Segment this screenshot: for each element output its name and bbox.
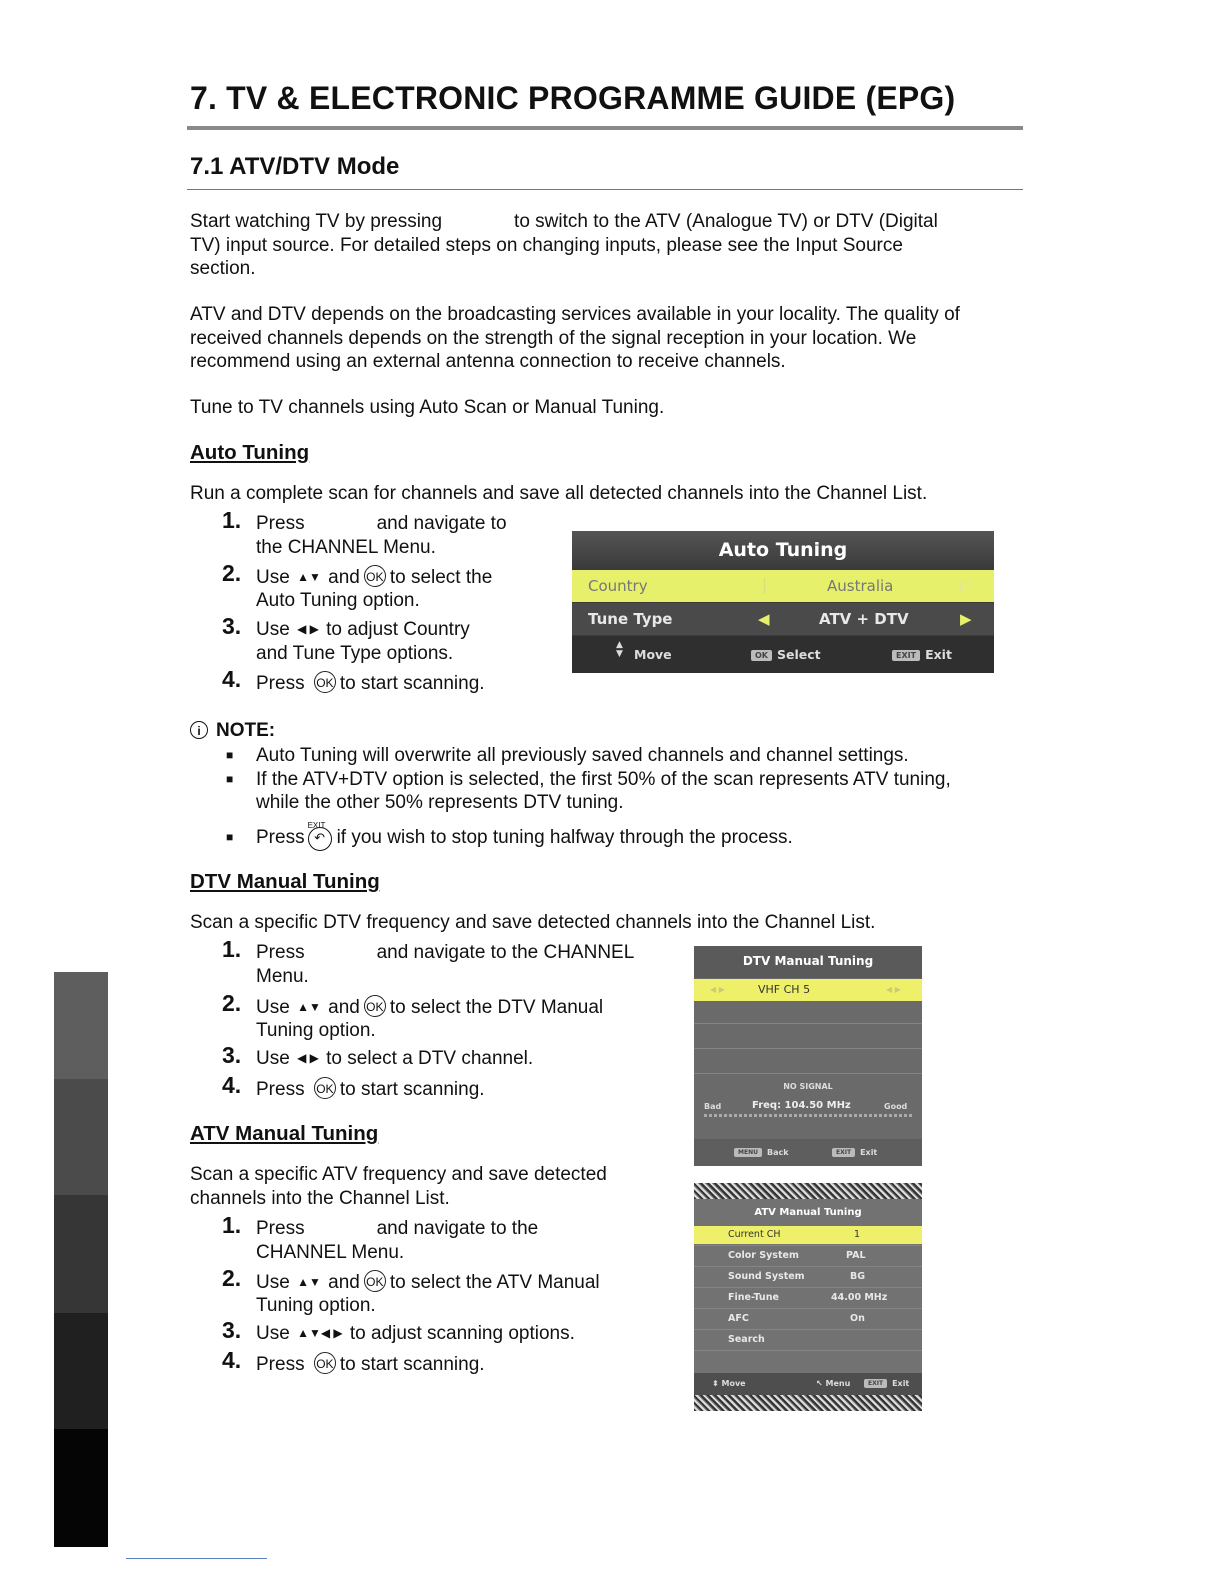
step-text: and navigate to the [376, 1218, 539, 1239]
left-right-arrows-icon: ◀ ▶ [297, 622, 319, 636]
row-label: AFC [728, 1313, 749, 1324]
auto-tuning-screenshot [572, 531, 994, 673]
footer-line [126, 1558, 267, 1559]
atv-row [694, 1329, 922, 1350]
intro-p2-line-1: ATV and DTV depends on the broadcasting services available in your locality. The quality of [190, 304, 960, 325]
up-down-arrows-icon: ▲ ▼ [616, 640, 623, 659]
right-arrow-icon: ▶ [960, 610, 972, 628]
atv-manual-heading: ATV Manual Tuning [190, 1122, 379, 1145]
step-text: and [328, 567, 360, 588]
side-tab-1 [54, 972, 108, 1079]
country-label: Country [588, 577, 648, 595]
step-text: Use [256, 567, 290, 588]
ok-button-icon: OK [314, 671, 336, 693]
ok-button-icon: OK [314, 1352, 336, 1374]
intro-line-1 [190, 210, 938, 234]
row-label: Current CH [728, 1229, 781, 1240]
ok-button-icon: OK [314, 1077, 336, 1099]
row-label: Search [728, 1334, 765, 1345]
atv-manual-screenshot [694, 1183, 922, 1411]
screen-title: Auto Tuning [572, 531, 994, 569]
section-title: 7.1 ATV/DTV Mode [190, 153, 400, 180]
step-text: the CHANNEL Menu. [256, 536, 436, 558]
signal-bad-label: Bad [704, 1102, 722, 1111]
menu-hint: Menu [825, 1379, 851, 1388]
step-number: 4. [222, 1347, 242, 1373]
bullet-text: if you wish to stop tuning halfway through the process. [336, 827, 793, 848]
up-down-arrows-icon: ▲▼ [297, 1275, 321, 1289]
step-text: Press [256, 673, 305, 694]
intro-p2-line-2: received channels depends on the strength of the signal reception in your location. We [190, 327, 917, 349]
right-arrow-icon: ▷ [960, 576, 972, 594]
row-value: On [850, 1313, 865, 1324]
auto-tuning-heading: Auto Tuning [190, 441, 310, 464]
channel-row [694, 979, 922, 1001]
atv-row-empty [694, 1350, 922, 1371]
step-text: Use [256, 1272, 290, 1293]
bullet-icon: ■ [226, 830, 234, 844]
step-text: to select the ATV Manual [389, 1272, 600, 1293]
step-text: and Tune Type options. [256, 642, 454, 664]
step-text: Use [256, 1048, 290, 1069]
exit-key-icon: EXIT [832, 1148, 855, 1157]
step-text: to start scanning. [339, 1079, 485, 1100]
bullet-text: while the other 50% represents DTV tuning. [256, 792, 624, 813]
static-noise-top [694, 1183, 922, 1199]
left-arrow-icon: | [762, 576, 768, 594]
note-label: NOTE: [216, 720, 276, 741]
left-arrows-icon: ◀ ▶ [710, 985, 725, 994]
dtv-manual-desc: Scan a specific DTV frequency and save detected channels into the Channel List. [190, 912, 876, 933]
row-value: PAL [846, 1250, 866, 1261]
tune-type-value: ATV + DTV [819, 610, 909, 628]
step-number: 1. [222, 1212, 242, 1238]
screen-footer [572, 636, 994, 673]
exit-key-icon: EXIT [864, 1379, 887, 1388]
step-text: CHANNEL Menu. [256, 1241, 405, 1263]
step-text: Press [256, 1218, 305, 1239]
page-title: 7. TV & ELECTRONIC PROGRAMME GUIDE (EPG) [190, 80, 956, 116]
up-down-arrows-icon: ▲▼ [297, 1000, 321, 1014]
atv-row [694, 1266, 922, 1287]
intro-text: to switch to the ATV (Analogue TV) or DTV (Digital [514, 211, 938, 232]
auto-tuning-desc: Run a complete scan for channels and save all detected channels into the Channel List. [190, 483, 928, 504]
step-text: Auto Tuning option. [256, 589, 420, 611]
row-value: 1 [854, 1229, 861, 1240]
bullet-icon: ■ [226, 748, 234, 762]
atv-row [694, 1287, 922, 1308]
title-rule [187, 126, 1023, 130]
select-hint: Select [777, 647, 821, 662]
row-label: Fine-Tune [728, 1292, 779, 1303]
row-value: 44.00 MHz [831, 1292, 888, 1303]
no-signal-text: NO SIGNAL [783, 1082, 833, 1091]
step-number: 1. [222, 507, 242, 533]
exit-hint: Exit [892, 1379, 910, 1388]
screen-title: DTV Manual Tuning [694, 946, 922, 978]
step-text: to select the [389, 567, 493, 588]
signal-good-label: Good [884, 1102, 908, 1111]
info-icon: i [190, 721, 208, 739]
bullet-text: Auto Tuning will overwrite all previously saved channels and channel settings. [256, 745, 909, 766]
exit-hint: Exit [860, 1148, 878, 1157]
step-text: and navigate to [376, 513, 507, 534]
step-text: and navigate to the CHANNEL [376, 942, 635, 963]
atv-row [694, 1245, 922, 1266]
dtv-manual-screenshot [694, 946, 922, 1166]
step-number: 3. [222, 613, 242, 639]
step-number: 3. [222, 1042, 242, 1068]
bullet-icon: ■ [226, 771, 234, 786]
right-arrows-icon: ◀ ▶ [886, 985, 901, 994]
step-text: Use [256, 997, 290, 1018]
intro-line-3: section. [190, 258, 256, 279]
bullet-text: Press [256, 827, 305, 848]
step-text: to select a DTV channel. [326, 1048, 534, 1069]
intro-p2-line-3: recommend using an external antenna connection to receive channels. [190, 351, 786, 372]
step-number: 3. [222, 1317, 242, 1343]
intro-line-2: TV) input source. For detailed steps on changing inputs, please see the Input Source [190, 234, 903, 256]
four-way-arrows-icon: ▲▼◀ ▶ [297, 1326, 343, 1340]
move-hint: Move [634, 647, 672, 662]
static-noise-bottom [694, 1395, 922, 1411]
menu-key-icon: MENU [734, 1148, 762, 1157]
move-hint: Move [721, 1379, 746, 1388]
signal-meter [704, 1114, 912, 1117]
step-text: to start scanning. [339, 673, 485, 694]
step-text: to start scanning. [339, 1354, 485, 1375]
ok-button-icon: OK [364, 995, 386, 1017]
atv-row [694, 1308, 922, 1329]
tune-type-row [572, 603, 994, 635]
ok-button-icon: OK [364, 565, 386, 587]
screen-title: ATV Manual Tuning [754, 1207, 862, 1218]
return-icon: ↖ [816, 1379, 823, 1388]
step-text: Menu. [256, 965, 309, 987]
dtv-manual-heading: DTV Manual Tuning [190, 870, 380, 893]
screen-footer [694, 1373, 922, 1395]
ok-button-icon: OK [364, 1270, 386, 1292]
atv-manual-desc-2: channels into the Channel List. [190, 1187, 450, 1209]
step-text: Press [256, 942, 305, 963]
up-down-arrows-icon: ⬍ [712, 1379, 719, 1388]
step-text: to adjust scanning options. [349, 1323, 575, 1344]
intro-p3: Tune to TV channels using Auto Scan or Manual Tuning. [190, 397, 665, 418]
exit-label: EXIT [307, 821, 326, 830]
country-value: Australia [827, 577, 894, 595]
step-number: 2. [222, 990, 242, 1016]
side-tab-3 [54, 1195, 108, 1313]
side-tab-4 [54, 1313, 108, 1429]
step-number: 2. [222, 560, 242, 586]
step-text: and [328, 997, 360, 1018]
channel-value: VHF CH 5 [758, 983, 811, 996]
row-label: Color System [728, 1250, 799, 1261]
step-text: Use [256, 1323, 290, 1344]
step-number: 1. [222, 936, 242, 962]
step-text: Press [256, 1354, 305, 1375]
up-down-arrows-icon: ▲▼ [297, 570, 321, 584]
ok-key-icon: OK [751, 650, 772, 661]
tune-type-label: Tune Type [588, 610, 673, 628]
left-right-arrows-icon: ◀ ▶ [297, 1051, 319, 1065]
exit-key-icon: EXIT [892, 650, 920, 661]
section-rule [187, 189, 1023, 190]
step-text: and [328, 1272, 360, 1293]
left-arrow-icon: ◀ [758, 610, 770, 628]
frequency-value: Freq: 104.50 MHz [752, 1100, 851, 1111]
side-tab-5 [54, 1429, 108, 1547]
bullet-text: If the ATV+DTV option is selected, the first 50% of the scan represents ATV tuning, [256, 768, 951, 790]
note-heading [190, 719, 275, 743]
intro-text: Start watching TV by pressing [190, 211, 443, 232]
side-tab-2 [54, 1079, 108, 1195]
step-text: Use [256, 619, 290, 640]
row-value: BG [850, 1271, 866, 1282]
country-row [572, 570, 994, 602]
step-text: to select the DTV Manual [389, 997, 604, 1018]
step-number: 4. [222, 666, 242, 692]
step-text: Press [256, 1079, 305, 1100]
exit-hint: Exit [925, 647, 952, 662]
step-text: to adjust Country [326, 619, 470, 640]
step-number: 4. [222, 1072, 242, 1098]
step-text: Tuning option. [256, 1294, 376, 1316]
atv-manual-desc-1: Scan a specific ATV frequency and save detected [190, 1164, 607, 1185]
row-label: Sound System [728, 1271, 805, 1282]
step-text: Press [256, 513, 305, 534]
atv-row-current-ch [694, 1226, 922, 1244]
back-hint: Back [766, 1148, 789, 1157]
step-text: Tuning option. [256, 1019, 376, 1041]
step-number: 2. [222, 1265, 242, 1291]
exit-button-icon: EXIT ↶ [305, 827, 337, 847]
